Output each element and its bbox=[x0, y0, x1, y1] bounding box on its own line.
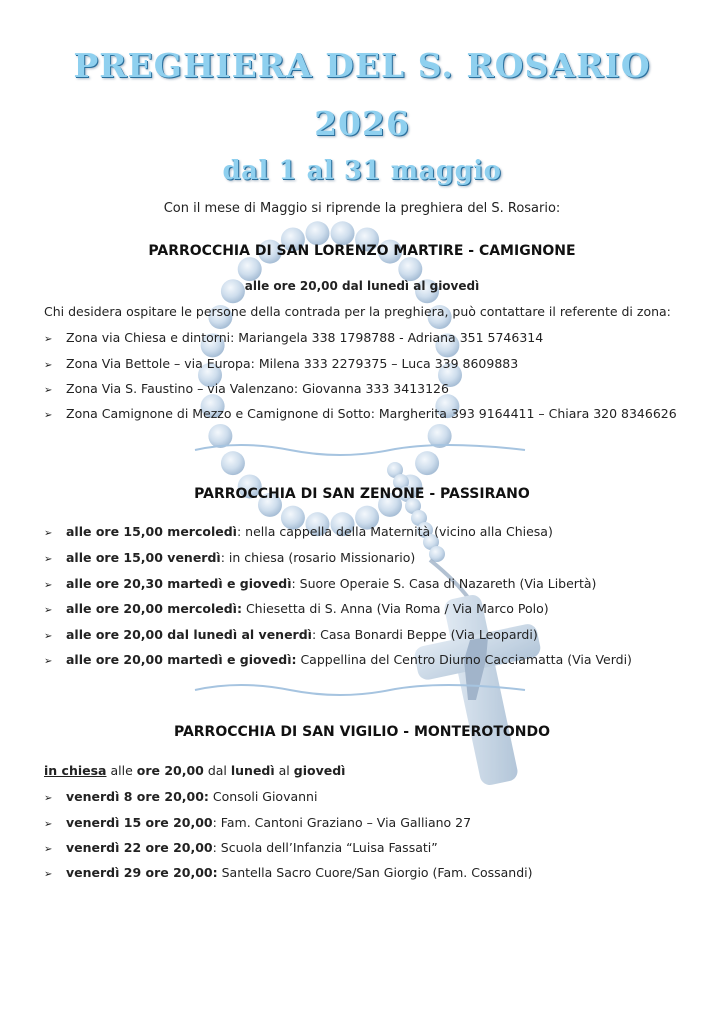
intro-text: Con il mese di Maggio si riprende la preghiera del S. Rosario: bbox=[163, 201, 561, 216]
list-item: ➢ venerdì 8 ore 20,00: Consoli Giovanni bbox=[44, 789, 318, 804]
list-item: ➢ Zona via Chiesa e dintorni: Mariangela 338 1798788 - Adriana 351 5746314 bbox=[44, 330, 544, 345]
list-item: ➢ venerdì 15 ore 20,00: Fam. Cantoni Graziano – Via Galliano 27 bbox=[44, 815, 472, 830]
title-dates: dal 1 al 31 maggio bbox=[222, 156, 502, 186]
list-item: ➢ Zona Via Bettole – via Europa: Milena 333 2279375 – Luca 339 8609883 bbox=[44, 356, 519, 371]
title-year: 2026 bbox=[314, 104, 410, 143]
arrow-bullet-icon: ➢ bbox=[44, 334, 53, 345]
parish-heading-camignone: PARROCCHIA DI SAN LORENZO MARTIRE - CAMIGNONE bbox=[148, 243, 576, 259]
list-item: ➢ alle ore 20,30 martedì e giovedì: Suore Operaie S. Casa di Nazareth (Via Libertà) bbox=[44, 576, 597, 591]
arrow-bullet-icon: ➢ bbox=[44, 656, 53, 667]
arrow-bullet-icon: ➢ bbox=[44, 554, 53, 565]
list-item: ➢ Zona Via S. Faustino – via Valenzano: Giovanna 333 3413126 bbox=[44, 381, 449, 396]
arrow-bullet-icon: ➢ bbox=[44, 793, 53, 804]
arrow-bullet-icon: ➢ bbox=[44, 528, 53, 539]
arrow-bullet-icon: ➢ bbox=[44, 410, 53, 421]
camignone-note: Chi desidera ospitare le persone della contrada per la preghiera, può contattare il referente di zona: bbox=[44, 304, 671, 319]
arrow-bullet-icon: ➢ bbox=[44, 360, 53, 371]
list-item: ➢ alle ore 20,00 dal lunedì al venerdì: Casa Bonardi Beppe (Via Leopardi) bbox=[44, 627, 538, 642]
arrow-bullet-icon: ➢ bbox=[44, 580, 53, 591]
arrow-bullet-icon: ➢ bbox=[44, 819, 53, 830]
arrow-bullet-icon: ➢ bbox=[44, 869, 53, 880]
monterotondo-intro: in chiesa alle ore 20,00 dal lunedì al giovedì bbox=[44, 763, 346, 778]
parish-heading-monterotondo: PARROCCHIA DI SAN VIGILIO - MONTEROTONDO bbox=[173, 724, 551, 740]
arrow-bullet-icon: ➢ bbox=[44, 844, 53, 855]
list-item: ➢ alle ore 15,00 mercoledì: nella cappella della Maternità (vicino alla Chiesa) bbox=[44, 524, 553, 539]
list-item: ➢ Zona Camignone di Mezzo e Camignone di Sotto: Margherita 393 9164411 – Chiara 320 8346626 bbox=[44, 406, 677, 421]
list-item: ➢ venerdì 22 ore 20,00: Scuola dell’Infanzia “Luisa Fassati” bbox=[44, 840, 438, 855]
parish-heading-passirano: PARROCCHIA DI SAN ZENONE - PASSIRANO bbox=[194, 486, 530, 502]
list-item: ➢ alle ore 20,00 mercoledì: Chiesetta di S. Anna (Via Roma / Via Marco Polo) bbox=[44, 601, 549, 616]
list-item: ➢ venerdì 29 ore 20,00: Santella Sacro Cuore/San Giorgio (Fam. Cossandi) bbox=[44, 865, 533, 880]
camignone-time: alle ore 20,00 dal lunedì al giovedì bbox=[244, 279, 480, 293]
list-item: ➢ alle ore 15,00 venerdì: in chiesa (rosario Missionario) bbox=[44, 550, 416, 565]
arrow-bullet-icon: ➢ bbox=[44, 605, 53, 616]
arrow-bullet-icon: ➢ bbox=[44, 631, 53, 642]
title-main: PREGHIERA DEL S. ROSARIO bbox=[73, 46, 651, 85]
arrow-bullet-icon: ➢ bbox=[44, 385, 53, 396]
list-item: ➢ alle ore 20,00 martedì e giovedì: Cappellina del Centro Diurno Cacciamatta (Via Verdi) bbox=[44, 652, 632, 667]
